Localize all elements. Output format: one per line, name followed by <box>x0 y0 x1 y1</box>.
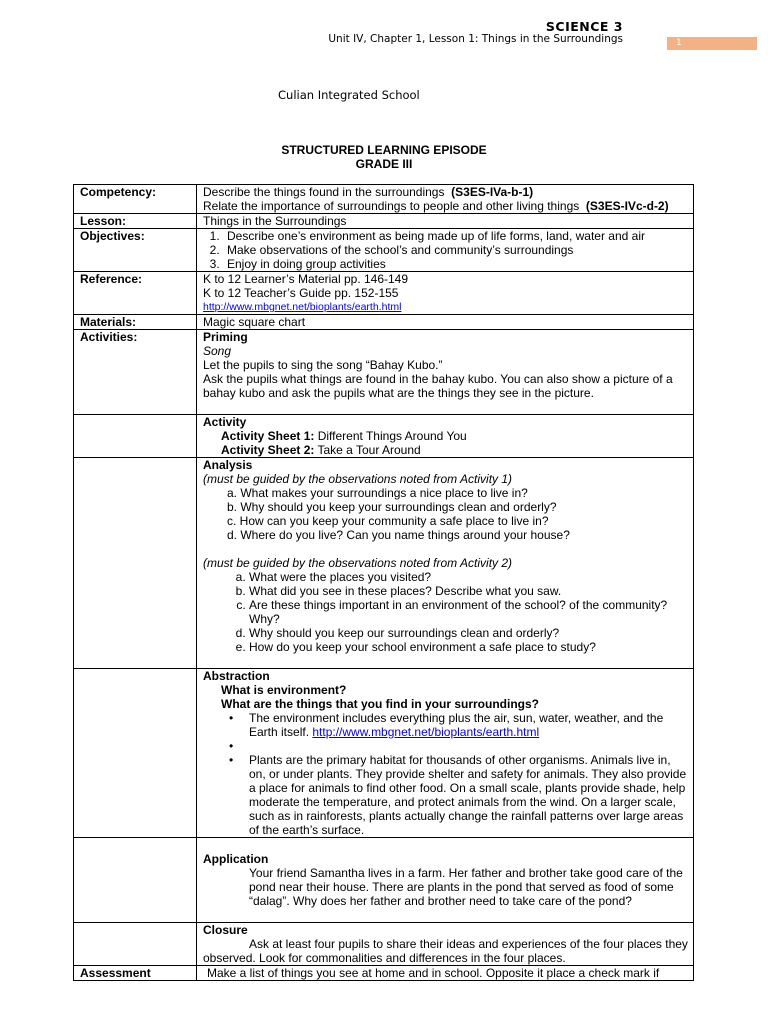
analysis-question: c. Are these things important in an environment of the school? of the community? Why? <box>249 598 689 626</box>
competency-line2: Relate the importance of surroundings to people and other living things <box>203 199 580 213</box>
abstraction-question2: What are the things that you find in your surroundings? <box>221 697 539 711</box>
document-title-line2: GRADE III <box>355 157 413 171</box>
analysis-question: e. How do you keep your school environment a safe place to study? <box>249 640 689 654</box>
analysis-questions2-list <box>203 570 689 654</box>
analysis-question: c. How can you keep your community a safe place to live in? <box>227 514 549 528</box>
application-text: Your friend Samantha lives in a farm. Her father and brother take good care of the pond near their house. There are plants in the pond that served as food of some “dalag”. Why does her father and brother need to take care of the pond? <box>249 866 683 908</box>
analysis-note2: (must be guided by the observations noted from Activity 2) <box>203 556 513 570</box>
competency-label: Competency: <box>74 185 197 214</box>
lesson-label: Lesson: <box>74 214 197 229</box>
priming-line2: Ask the pupils what things are found in the bahay kubo. You can also show a picture of a bahay kubo and ask the pupils what are the things they see in the picture. <box>203 372 673 400</box>
lesson-value: Things in the Surroundings <box>197 214 694 229</box>
analysis-question: b. What did you see in these places? Describe what you saw. <box>249 584 689 598</box>
abstraction-bullet: • Plants are the primary habitat for thousands of other organisms. Animals live in, on, or under plants. They provide shelter and safety for animals. They also provide a place for animals to find other food. On a small scale, plants provide shade, help moderate the temperature, and protect animals from the wind. On a larger scale, such as in rainforests, plants actually change the rainfall patterns over large areas of the earth’s surface. <box>249 753 689 837</box>
objectives-content <box>197 229 694 272</box>
application-content <box>197 838 694 923</box>
empty-label-cell <box>74 669 197 838</box>
closure-title: Closure <box>203 923 248 937</box>
activity-content <box>197 415 694 458</box>
reference-content <box>197 272 694 315</box>
objective-item: 2. Make observations of the school’s and community’s surroundings <box>223 243 689 257</box>
activities-label: Activities: <box>74 330 197 415</box>
page-number-badge: 1 <box>667 37 757 50</box>
abstraction-question1: What is environment? <box>221 683 347 697</box>
assessment-text: Make a list of things you see at home and in school. Opposite it place a check mark if <box>197 966 694 981</box>
activity-sheet1-label: Activity Sheet 1: <box>221 429 315 443</box>
competency-code1: (S3ES-IVa-b-1) <box>451 185 534 199</box>
header-unit: Unit IV, Chapter 1, Lesson 1: Things in the Surroundings <box>328 33 623 45</box>
reference-link[interactable]: http://www.mbgnet.net/bioplants/earth.html <box>203 301 402 313</box>
reference-line1: K to 12 Learner’s Material pp. 146-149 <box>203 272 409 286</box>
closure-content <box>197 923 694 966</box>
abstraction-bullet1-text: The environment includes everything plus the air, sun, water, weather, and the Earth itself. <box>249 711 664 739</box>
row-objectives <box>74 229 694 272</box>
priming-subtitle: Song <box>203 344 232 358</box>
analysis-content <box>197 458 694 669</box>
priming-title: Priming <box>203 330 248 344</box>
activity-sheet1-value: Different Things Around You <box>317 429 467 443</box>
row-abstraction <box>74 669 694 838</box>
document-title <box>0 143 768 171</box>
reference-label: Reference: <box>74 272 197 315</box>
lesson-plan-table <box>73 184 694 981</box>
row-competency <box>74 185 694 214</box>
row-reference <box>74 272 694 315</box>
empty-label-cell <box>74 415 197 458</box>
analysis-title: Analysis <box>203 458 253 472</box>
analysis-question: b. Why should you keep your surroundings clean and orderly? <box>227 500 557 514</box>
objective-item: 1. Describe one’s environment as being made up of life forms, land, water and air <box>223 229 689 243</box>
abstraction-title: Abstraction <box>203 669 270 683</box>
activity-sheet2-value: Take a Tour Around <box>317 443 421 457</box>
analysis-question: a. What were the places you visited? <box>249 570 689 584</box>
analysis-question: d. Where do you live? Can you name things around your house? <box>227 528 570 542</box>
row-closure <box>74 923 694 966</box>
analysis-question: a. What makes your surroundings a nice place to live in? <box>227 486 528 500</box>
objectives-label: Objectives: <box>74 229 197 272</box>
row-materials <box>74 315 694 330</box>
assessment-label: Assessment <box>74 966 197 981</box>
analysis-note1: (must be guided by the observations noted from Activity 1) <box>203 472 513 486</box>
abstraction-bullets <box>203 711 689 837</box>
row-assessment <box>74 966 694 981</box>
row-activity <box>74 415 694 458</box>
abstraction-bullet <box>249 711 689 739</box>
priming-line1: Let the pupils to sing the song “Bahay Kubo.” <box>203 358 443 372</box>
document-title-line1: STRUCTURED LEARNING EPISODE <box>281 143 487 157</box>
empty-label-cell <box>74 923 197 966</box>
closure-text: Ask at least four pupils to share their ideas and experiences of the four places they observed. Look for commonalities and differences in the four places. <box>203 937 688 965</box>
row-lesson <box>74 214 694 229</box>
activity-sheet2-label: Activity Sheet 2: <box>221 443 315 457</box>
activity-title: Activity <box>203 415 247 429</box>
row-application <box>74 838 694 923</box>
empty-label-cell <box>74 838 197 923</box>
application-title: Application <box>203 852 269 866</box>
priming-content <box>197 330 694 415</box>
competency-content <box>197 185 694 214</box>
analysis-question: d. Why should you keep our surroundings clean and orderly? <box>249 626 689 640</box>
school-name: Culian Integrated School <box>278 88 420 102</box>
row-analysis <box>74 458 694 669</box>
abstraction-link[interactable]: http://www.mbgnet.net/bioplants/earth.html <box>312 725 540 739</box>
competency-line1: Describe the things found in the surroundings <box>203 185 445 199</box>
objective-item: 3. Enjoy in doing group activities <box>223 257 689 271</box>
header-subject: SCIENCE 3 <box>545 19 623 34</box>
empty-label-cell <box>74 458 197 669</box>
materials-label: Materials: <box>74 315 197 330</box>
reference-line2: K to 12 Teacher’s Guide pp. 152-155 <box>203 286 399 300</box>
competency-code2: (S3ES-IVc-d-2) <box>585 199 669 213</box>
abstraction-content <box>197 669 694 838</box>
objectives-list <box>203 229 689 271</box>
row-priming <box>74 330 694 415</box>
materials-value: Magic square chart <box>197 315 694 330</box>
